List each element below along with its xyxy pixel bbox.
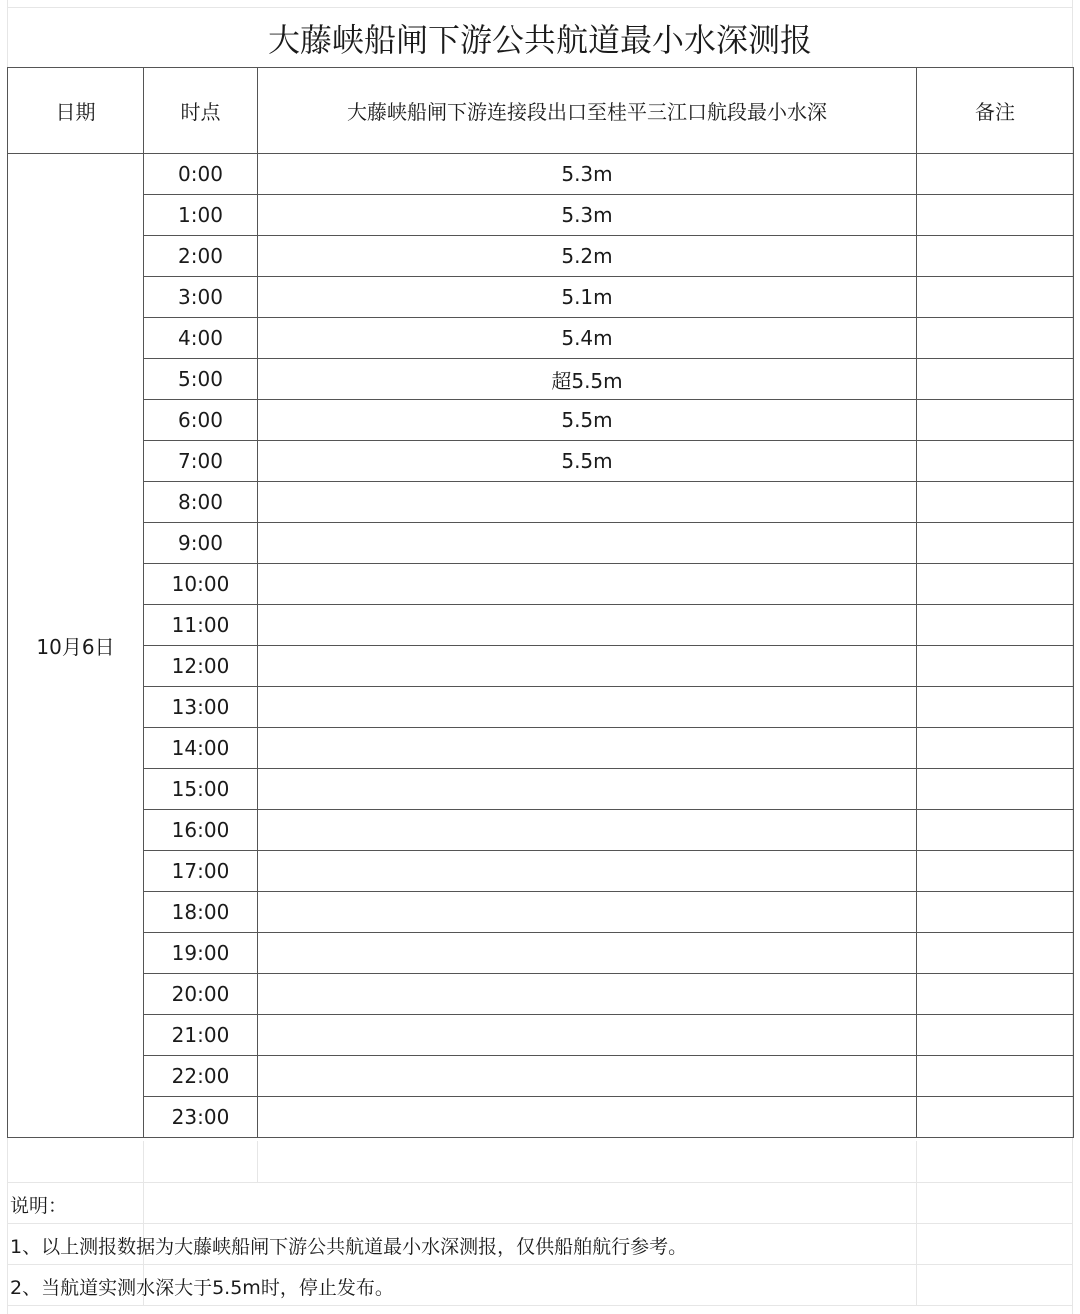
table-row — [8, 769, 1074, 810]
time-cell: 12:00 — [144, 646, 258, 687]
remark-cell — [917, 277, 1074, 318]
time-cell: 4:00 — [144, 318, 258, 359]
table-row — [8, 195, 1074, 236]
grid-line — [257, 1141, 258, 1182]
depth-cell — [258, 482, 917, 523]
remark-cell — [917, 195, 1074, 236]
time-cell: 2:00 — [144, 236, 258, 277]
table-row — [8, 400, 1074, 441]
table-row — [8, 441, 1074, 482]
header-time: 时点 — [144, 68, 258, 154]
remark-cell — [917, 933, 1074, 974]
table-row — [8, 1097, 1074, 1138]
header-depth: 大藤峡船闸下游连接段出口至桂平三江口航段最小水深 — [258, 68, 917, 154]
depth-cell — [258, 769, 917, 810]
depth-cell: 5.3m — [258, 195, 917, 236]
depth-cell — [258, 974, 917, 1015]
depth-cell — [258, 810, 917, 851]
table-row — [8, 277, 1074, 318]
remark-cell — [917, 728, 1074, 769]
remark-cell — [917, 1015, 1074, 1056]
table-row — [8, 687, 1074, 728]
remark-cell — [917, 359, 1074, 400]
remark-cell — [917, 1097, 1074, 1138]
notes-line-2: 2、当航道实测水深大于5.5m时，停止发布。 — [10, 1277, 394, 1299]
remark-cell — [917, 974, 1074, 1015]
notes-line-1: 1、以上测报数据为大藤峡船闸下游公共航道最小水深测报，仅供船舶航行参考。 — [10, 1236, 688, 1258]
time-cell: 23:00 — [144, 1097, 258, 1138]
depth-cell — [258, 646, 917, 687]
time-cell: 21:00 — [144, 1015, 258, 1056]
depth-cell: 超5.5m — [258, 359, 917, 400]
remark-cell — [917, 564, 1074, 605]
time-cell: 17:00 — [144, 851, 258, 892]
table-row — [8, 974, 1074, 1015]
date-cell: 10月6日 — [8, 154, 144, 1138]
depth-report-table — [7, 67, 1074, 1138]
grid-line — [7, 1223, 1073, 1224]
depth-cell — [258, 687, 917, 728]
remark-cell — [917, 851, 1074, 892]
table-row — [8, 359, 1074, 400]
time-cell: 18:00 — [144, 892, 258, 933]
time-cell: 0:00 — [144, 154, 258, 195]
time-cell: 10:00 — [144, 564, 258, 605]
table-row — [8, 482, 1074, 523]
time-cell: 6:00 — [144, 400, 258, 441]
depth-cell: 5.3m — [258, 154, 917, 195]
remark-cell — [917, 687, 1074, 728]
depth-cell: 5.1m — [258, 277, 917, 318]
grid-line — [7, 1182, 1073, 1183]
time-cell: 19:00 — [144, 933, 258, 974]
remark-cell — [917, 810, 1074, 851]
depth-cell — [258, 933, 917, 974]
table-row — [8, 236, 1074, 277]
depth-cell: 5.5m — [258, 441, 917, 482]
depth-cell — [258, 728, 917, 769]
table-row — [8, 605, 1074, 646]
table-row — [8, 318, 1074, 359]
time-cell: 9:00 — [144, 523, 258, 564]
remark-cell — [917, 605, 1074, 646]
depth-cell — [258, 851, 917, 892]
header-date: 日期 — [8, 68, 144, 154]
grid-line — [7, 1264, 1073, 1265]
table-row — [8, 646, 1074, 687]
time-cell: 20:00 — [144, 974, 258, 1015]
time-cell: 13:00 — [144, 687, 258, 728]
header-remarks: 备注 — [917, 68, 1074, 154]
table-row — [8, 933, 1074, 974]
page-title: 大藤峡船闸下游公共航道最小水深测报 — [267, 20, 812, 59]
table-row — [8, 810, 1074, 851]
time-cell: 22:00 — [144, 1056, 258, 1097]
depth-cell: 5.4m — [258, 318, 917, 359]
remark-cell — [917, 318, 1074, 359]
remark-cell — [917, 154, 1074, 195]
remark-cell — [917, 646, 1074, 687]
depth-cell — [258, 1097, 917, 1138]
time-cell: 5:00 — [144, 359, 258, 400]
depth-cell — [258, 1015, 917, 1056]
depth-cell — [258, 1056, 917, 1097]
depth-cell — [258, 564, 917, 605]
table-row — [8, 851, 1074, 892]
table-header-row — [8, 68, 1074, 154]
remark-cell — [917, 400, 1074, 441]
depth-cell: 5.5m — [258, 400, 917, 441]
table-row — [8, 1056, 1074, 1097]
table-row — [8, 154, 1074, 195]
remark-cell — [917, 769, 1074, 810]
remark-cell — [917, 441, 1074, 482]
depth-cell — [258, 523, 917, 564]
table-row — [8, 892, 1074, 933]
remark-cell — [917, 892, 1074, 933]
time-cell: 1:00 — [144, 195, 258, 236]
table-row — [8, 728, 1074, 769]
table-row — [8, 523, 1074, 564]
notes-heading: 说明： — [10, 1195, 68, 1217]
time-cell: 14:00 — [144, 728, 258, 769]
time-cell: 3:00 — [144, 277, 258, 318]
time-cell: 8:00 — [144, 482, 258, 523]
remark-cell — [917, 523, 1074, 564]
table-row — [8, 564, 1074, 605]
grid-line — [7, 1305, 1073, 1306]
time-cell: 15:00 — [144, 769, 258, 810]
remark-cell — [917, 482, 1074, 523]
time-cell: 16:00 — [144, 810, 258, 851]
time-cell: 7:00 — [144, 441, 258, 482]
depth-cell — [258, 892, 917, 933]
remark-cell — [917, 1056, 1074, 1097]
depth-cell: 5.2m — [258, 236, 917, 277]
depth-cell — [258, 605, 917, 646]
remark-cell — [917, 236, 1074, 277]
time-cell: 11:00 — [144, 605, 258, 646]
table-row — [8, 1015, 1074, 1056]
